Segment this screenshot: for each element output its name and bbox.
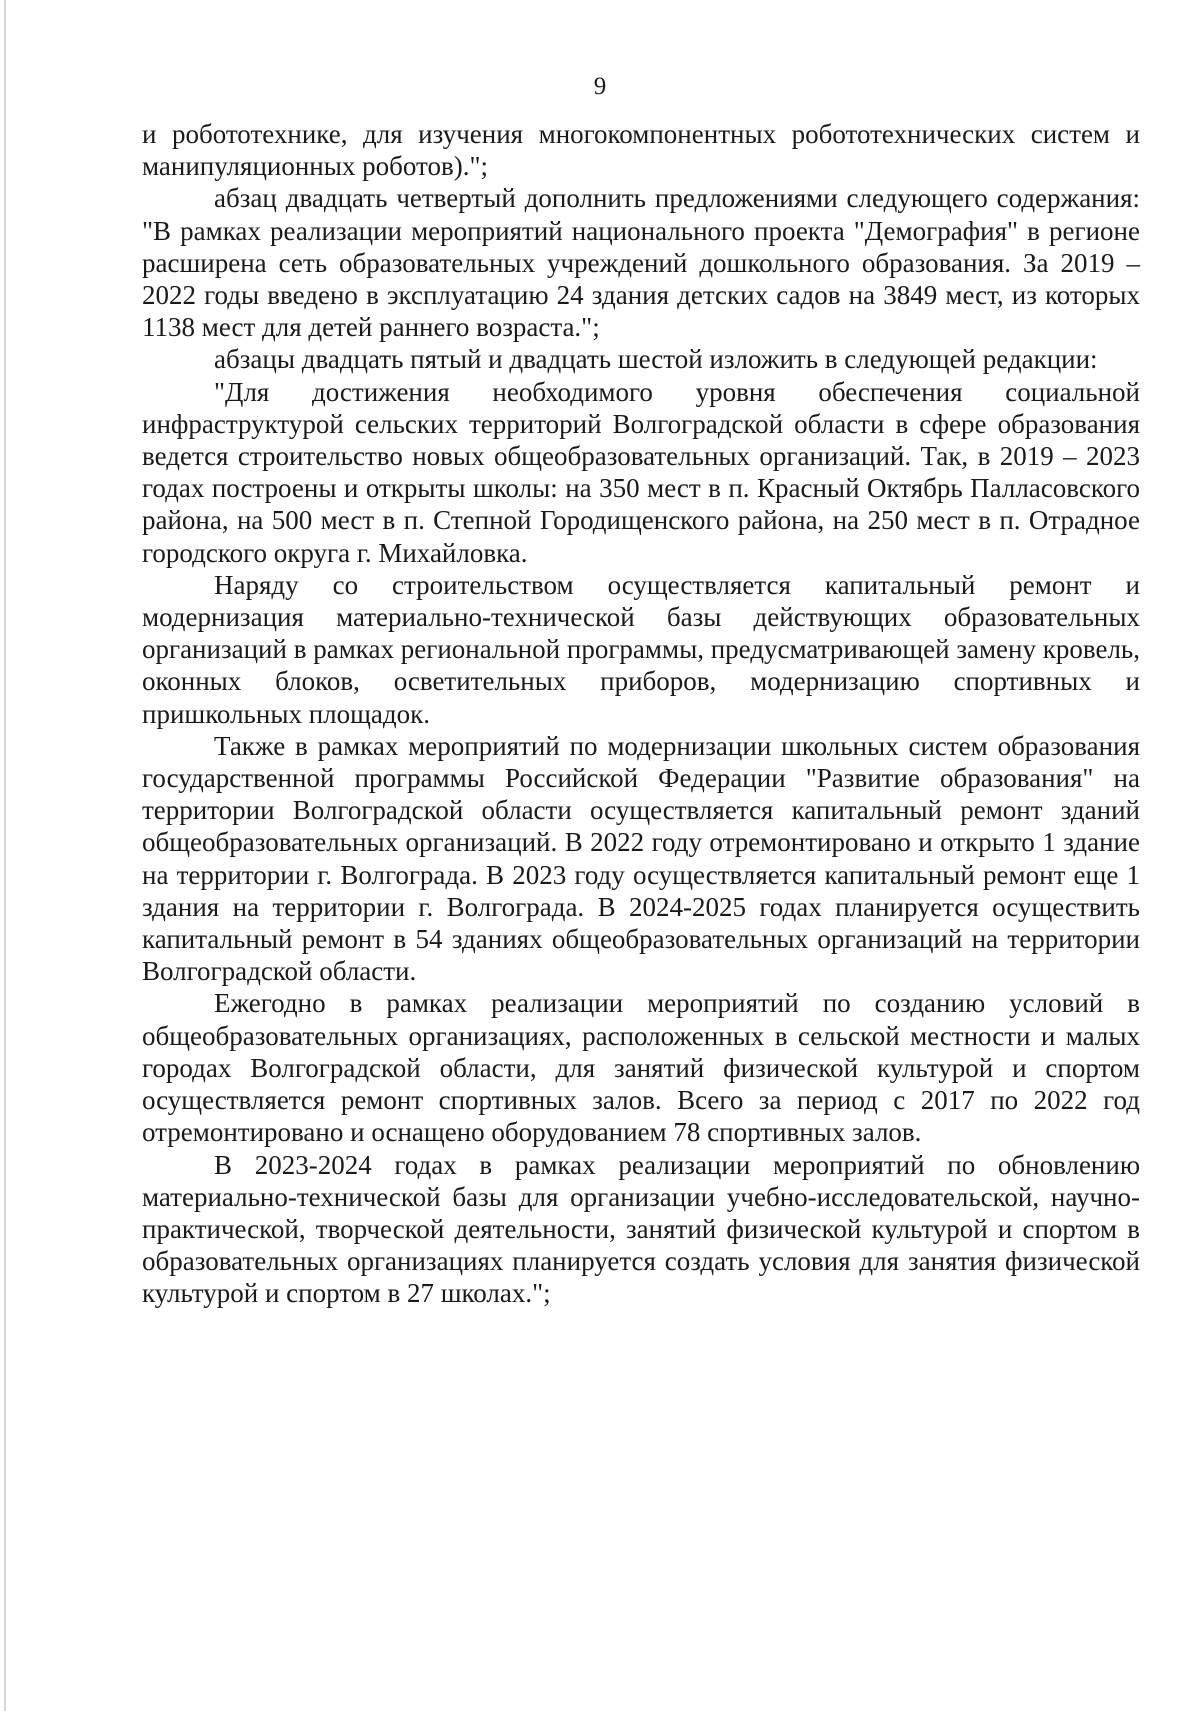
page-number: 9 [593,73,607,100]
paragraph-continuation: и робототехнике, для изучения многокомпонентных робототехнических систем и манипуляционных роботов)."; [142,119,1140,182]
paragraph-amendment-25-26: абзацы двадцать пятый и двадцать шестой изложить в следующей редакции: [214,344,1098,375]
document-body [142,118,1140,1310]
scan-edge-line [4,0,6,1711]
paragraph-infrastructure: "Для достижения необходимого уровня обеспечения социальной инфраструктурой сельских территорий Волгоградской области в сфере образования ведется строительство новых общеобразовательных организаций. Так, в 2019 – 2023 годах построены и открыты школы: на 350 мест в п. Красный Октябрь Палласовского района, на 500 мест в п. Степной Городищенского района, на 250 мест в п. Отрадное городского округа г. Михайловка. [142,376,1140,568]
paragraph-amendment-24: абзац двадцать четвертый дополнить предложениями следующего содержания: "В рамках реализации мероприятий национального проекта "Демография" в регионе расширена сеть образовательных учреждений дошкольного образования. За 2019 – 2022 годы введено в эксплуатацию 24 здания детских садов на 3849 мест, из которых 1138 мест для детей раннего возраста."; [142,183,1140,343]
paragraph-modernization: Также в рамках мероприятий по модернизации школьных систем образования государственной программы Российской Федерации "Развитие образования" на территории Волгоградской области осуществляется капитальный ремонт зданий общеобразовательных организаций. В 2022 году отремонтировано и открыто 1 здание на территории г. Волгограда. В 2023 году осуществляется капитальный ремонт еще 1 здания на территории г. Волгограда. В 2024-2025 годах планируется осуществить капитальный ремонт в 54 зданиях общеобразовательных организаций на территории Волгоградской области. [142,730,1140,987]
paragraph-sports-halls: Ежегодно в рамках реализации мероприятий по созданию условий в общеобразовательных организациях, расположенных в сельской местности и малых городах Волгоградской области, для занятий физической культурой и спортом осуществляется ремонт спортивных залов. Всего за период с 2017 по 2022 год отремонтировано и оснащено оборудованием 78 спортивных залов. [142,988,1140,1148]
paragraph-renovation: Наряду со строительством осуществляется капитальный ремонт и модернизация материально-технической базы действующих образовательных организаций в рамках региональной программы, предусматривающей замену кровель, оконных блоков, осветительных приборов, модернизацию спортивных и пришкольных площадок. [142,569,1140,729]
paragraph-material-base: В 2023-2024 годах в рамках реализации мероприятий по обновлению материально-технической базы для организации учебно-исследовательской, научно-практической, творческой деятельности, занятий физической культурой и спортом в образовательных организациях планируется создать условия для занятия физической культурой и спортом в 27 школах."; [142,1149,1140,1309]
